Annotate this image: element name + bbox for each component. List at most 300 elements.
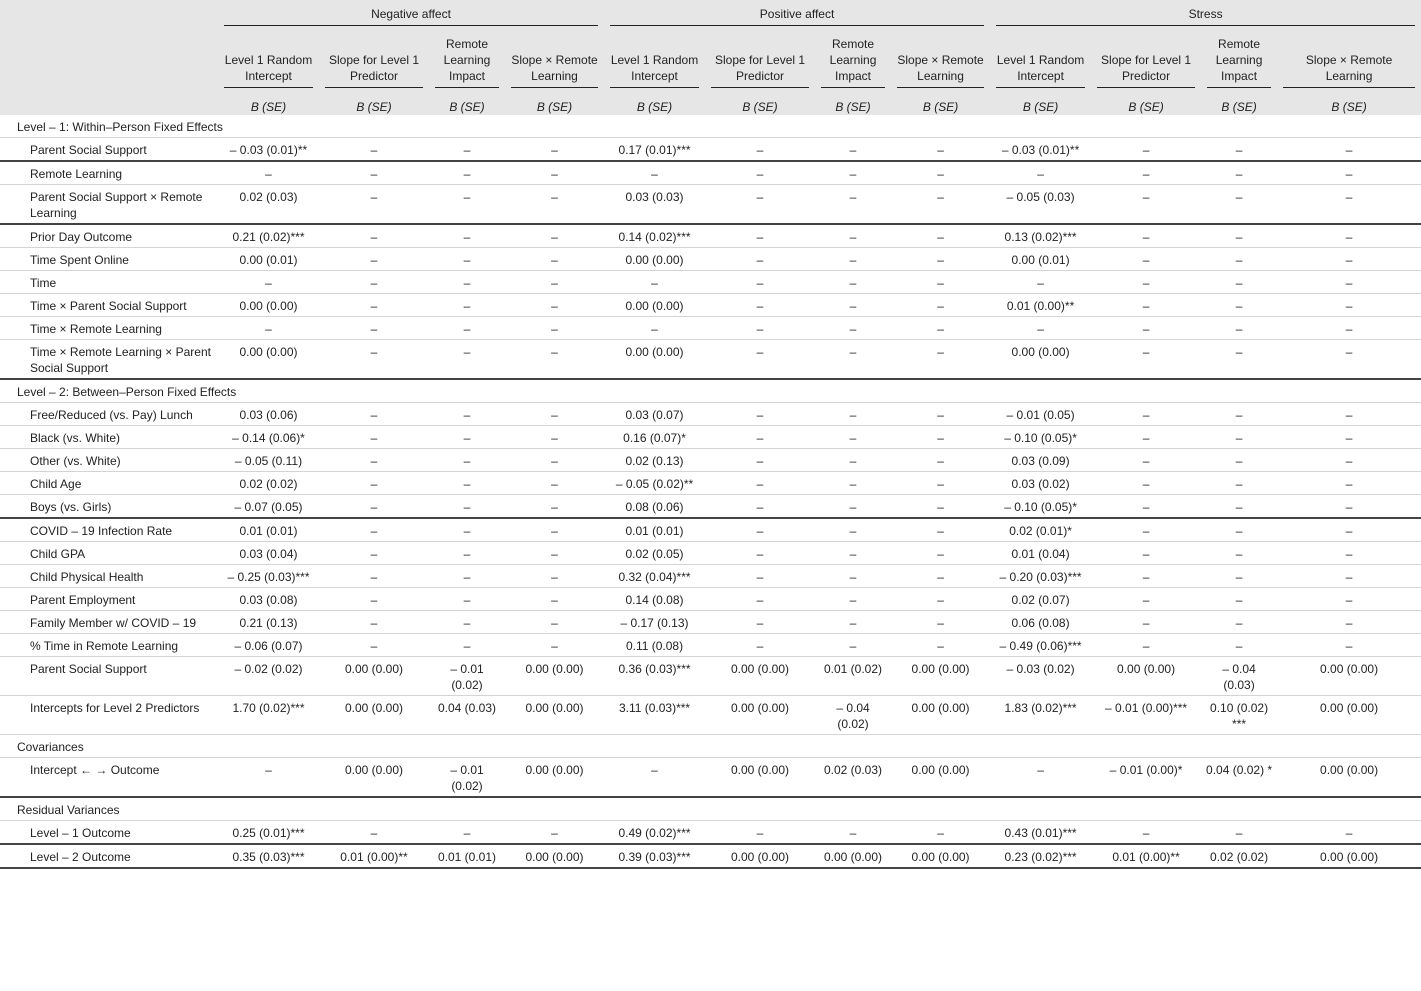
table-cell: –: [370, 143, 378, 157]
table-cell: 0.00 (0.00): [1117, 662, 1176, 676]
table-cell: –: [370, 500, 378, 514]
table-cell: –: [551, 276, 558, 290]
subheader-row: [0, 26, 1421, 88]
table-cell: –: [849, 477, 857, 491]
table-cell: –: [551, 547, 558, 561]
table-cell: –: [937, 524, 944, 538]
table-cell: –: [1235, 143, 1243, 157]
table-cell: 0.00 (0.00): [525, 850, 584, 864]
subheader-cell: [1277, 26, 1421, 88]
table-cell: –: [370, 253, 378, 267]
table-cell: –: [1235, 454, 1243, 468]
table-cell: 1.70 (0.02)***: [232, 701, 305, 715]
table-cell: –: [849, 276, 857, 290]
table-cell: –: [463, 276, 471, 290]
table-cell: – 0.01 (0.00)*: [1109, 763, 1183, 777]
table-cell: –: [370, 276, 378, 290]
table-cell: –: [849, 190, 857, 204]
table-cell: 0.03 (0.02): [1011, 477, 1070, 491]
table-cell: –: [1142, 276, 1150, 290]
section-label: Level – 1: Within–Person Fixed Effects: [17, 120, 223, 134]
table-cell: –: [551, 593, 558, 607]
table-row: [0, 495, 1421, 519]
stat-label: B (SE): [250, 100, 287, 114]
table-cell: – 0.01 (0.02): [450, 763, 484, 793]
table-cell: –: [1142, 190, 1150, 204]
table-cell: 0.02 (0.02): [239, 477, 298, 491]
table-cell: –: [370, 431, 378, 445]
table-cell: –: [937, 276, 944, 290]
table-cell: 0.02 (0.13): [625, 454, 684, 468]
table-cell: –: [937, 322, 944, 336]
group-label: Positive affect: [610, 6, 984, 26]
subheader-cell: [218, 26, 319, 88]
table-cell: –: [651, 322, 658, 336]
table-cell: –: [370, 547, 378, 561]
table-cell: –: [370, 408, 378, 422]
table-cell: –: [551, 230, 558, 244]
group-label: Negative affect: [224, 6, 598, 26]
table-cell: 0.00 (0.00): [625, 253, 684, 267]
row-label: Remote Learning: [30, 167, 123, 181]
table-cell: 0.00 (0.00): [1011, 345, 1070, 359]
stat-label-cell: [1091, 88, 1201, 115]
table-cell: –: [1142, 322, 1150, 336]
subheader-label: Slope × Remote Learning: [897, 52, 984, 88]
table-cell: –: [937, 345, 944, 359]
row-label: Parent Social Support × Remote Learning: [30, 190, 203, 220]
table-cell: –: [1142, 299, 1150, 313]
table-cell: –: [756, 826, 764, 840]
table-cell: –: [551, 616, 558, 630]
table-cell: –: [463, 253, 471, 267]
table-cell: –: [849, 616, 857, 630]
table-cell: 0.00 (0.00): [344, 701, 404, 715]
table-cell: –: [265, 167, 272, 181]
row-label: Parent Social Support: [30, 662, 147, 676]
table-cell: –: [756, 454, 764, 468]
table-cell: 0.04 (0.03): [437, 701, 497, 715]
header-blank: [0, 0, 218, 26]
table-cell: –: [370, 322, 378, 336]
table-row: [0, 758, 1421, 798]
table-cell: 0.02 (0.07): [1011, 593, 1070, 607]
stat-label-cell: [1201, 88, 1277, 115]
table-cell: –: [849, 454, 857, 468]
table-cell: –: [756, 276, 764, 290]
table-cell: –: [1142, 639, 1150, 653]
table-cell: 0.00 (0.00): [525, 662, 584, 676]
table-cell: 0.03 (0.03): [625, 190, 684, 204]
table-row: [0, 696, 1421, 735]
table-cell: –: [1037, 167, 1044, 181]
table-cell: 0.00 (0.00): [730, 763, 790, 777]
subheader-cell: [505, 26, 604, 88]
table-cell: –: [849, 431, 857, 445]
table-cell: –: [849, 639, 857, 653]
table-cell: –: [1235, 299, 1243, 313]
table-cell: –: [463, 826, 471, 840]
table-cell: –: [1142, 253, 1150, 267]
table-cell: 0.10 (0.02) ***: [1210, 701, 1269, 731]
table-cell: –: [1235, 547, 1243, 561]
table-cell: – 0.05 (0.03): [1006, 190, 1075, 204]
table-cell: –: [463, 593, 471, 607]
table-row: [0, 294, 1421, 317]
table-cell: –: [937, 143, 944, 157]
table-cell: 0.03 (0.09): [1011, 454, 1070, 468]
table-cell: 1.83 (0.02)***: [1004, 701, 1077, 715]
subheader-cell: [705, 26, 815, 88]
table-row: [0, 224, 1421, 248]
table-cell: – 0.10 (0.05)*: [1004, 431, 1077, 445]
table-cell: –: [1345, 826, 1353, 840]
table-row: [0, 340, 1421, 380]
table-cell: –: [463, 454, 471, 468]
table-cell: – 0.04 (0.03): [1222, 662, 1256, 692]
row-label: COVID – 19 Infection Rate: [30, 524, 173, 538]
table-cell: –: [551, 826, 558, 840]
table-cell: –: [1345, 345, 1353, 359]
table-cell: –: [849, 299, 857, 313]
table-cell: –: [463, 524, 471, 538]
table-cell: –: [1142, 230, 1150, 244]
table-cell: –: [756, 431, 764, 445]
table-cell: –: [937, 639, 944, 653]
table-cell: –: [551, 639, 558, 653]
header-blank: [0, 88, 218, 115]
table-cell: –: [265, 322, 272, 336]
table-cell: 0.03 (0.08): [239, 593, 298, 607]
section-label: Residual Variances: [17, 803, 120, 817]
row-label: Child Age: [30, 477, 82, 491]
table-cell: –: [1037, 322, 1044, 336]
table-cell: –: [370, 345, 378, 359]
table-cell: –: [463, 190, 471, 204]
subheader-label: Remote Learning Impact: [435, 36, 499, 88]
table-cell: –: [551, 345, 558, 359]
group-header-positive-affect: [604, 0, 990, 26]
stat-label: B (SE): [1022, 100, 1059, 114]
table-cell: 0.03 (0.06): [239, 408, 298, 422]
table-row: [0, 611, 1421, 634]
table-cell: 0.36 (0.03)***: [618, 662, 691, 676]
table-cell: 0.21 (0.13): [239, 616, 298, 630]
table-cell: 0.00 (0.01): [239, 253, 298, 267]
table-cell: 0.01 (0.00)**: [1006, 299, 1075, 313]
table-cell: –: [1235, 408, 1243, 422]
table-row: [0, 634, 1421, 657]
row-label: Family Member w/ COVID – 19: [30, 616, 197, 630]
row-label: Other (vs. White): [30, 454, 121, 468]
subheader-label: Level 1 Random Intercept: [996, 52, 1085, 88]
row-label: Prior Day Outcome: [30, 230, 133, 244]
table-cell: –: [370, 454, 378, 468]
table-cell: –: [463, 322, 471, 336]
table-cell: –: [1235, 826, 1243, 840]
subheader-label: Slope for Level 1 Predictor: [711, 52, 809, 88]
row-label: Time × Remote Learning: [30, 322, 162, 336]
table-cell: – 0.01 (0.05): [1006, 408, 1075, 422]
table-cell: –: [1345, 547, 1353, 561]
table-cell: –: [265, 276, 272, 290]
table-cell: 0.00 (0.00): [525, 701, 584, 715]
table-row: [0, 449, 1421, 472]
table-cell: 0.00 (0.00): [625, 345, 684, 359]
table-cell: –: [756, 477, 764, 491]
subheader-cell: [604, 26, 705, 88]
table-cell: 0.00 (0.00): [1320, 763, 1379, 777]
table-cell: –: [756, 524, 764, 538]
table-cell: 0.23 (0.02)***: [1004, 850, 1077, 864]
stat-label: B (SE): [1331, 100, 1367, 114]
table-cell: –: [551, 524, 558, 538]
stat-label-row: [0, 88, 1421, 115]
table-cell: –: [1235, 500, 1243, 514]
stat-label: B (SE): [449, 100, 485, 114]
table-cell: –: [370, 230, 378, 244]
table-cell: –: [551, 190, 558, 204]
table-cell: –: [370, 299, 378, 313]
table-header: [0, 0, 1421, 115]
table-cell: –: [1345, 143, 1353, 157]
table-cell: 0.00 (0.00): [625, 299, 684, 313]
table-cell: –: [463, 616, 471, 630]
table-row: [0, 248, 1421, 271]
stat-label-cell: [218, 88, 319, 115]
table-cell: –: [849, 253, 857, 267]
table-cell: – 0.06 (0.07): [234, 639, 303, 653]
stat-label: B (SE): [636, 100, 673, 114]
table-cell: 0.01 (0.02): [823, 662, 883, 676]
table-cell: 0.21 (0.02)***: [232, 230, 305, 244]
row-label: Level – 2 Outcome: [30, 850, 131, 864]
table-cell: –: [1235, 253, 1243, 267]
table-cell: –: [849, 826, 857, 840]
table-cell: 0.02 (0.03): [239, 190, 298, 204]
table-cell: – 0.10 (0.05)*: [1004, 500, 1077, 514]
table-cell: –: [756, 639, 764, 653]
table-cell: – 0.01 (0.02): [450, 662, 484, 692]
table-cell: –: [1142, 143, 1150, 157]
section-row: [0, 797, 1421, 821]
table-cell: –: [1345, 190, 1353, 204]
table-cell: 0.00 (0.00): [344, 763, 404, 777]
table-cell: –: [551, 143, 558, 157]
table-cell: –: [937, 547, 944, 561]
table-cell: –: [1235, 616, 1243, 630]
table-cell: –: [463, 570, 471, 584]
table-cell: 0.25 (0.01)***: [232, 826, 305, 840]
table-body: [0, 115, 1421, 868]
table-row: [0, 565, 1421, 588]
table-cell: 0.00 (0.00): [730, 850, 790, 864]
table-row: [0, 518, 1421, 542]
subheader-label: Slope for Level 1 Predictor: [1097, 52, 1195, 88]
stat-label-cell: [705, 88, 815, 115]
table-cell: –: [849, 167, 857, 181]
table-cell: 0.17 (0.01)***: [618, 143, 691, 157]
table-cell: 0.00 (0.00): [344, 662, 404, 676]
table-cell: –: [463, 547, 471, 561]
table-cell: 0.01 (0.00)**: [340, 850, 408, 864]
stat-label-cell: [429, 88, 505, 115]
row-label: Child Physical Health: [30, 570, 144, 584]
table-cell: –: [463, 431, 471, 445]
table-cell: –: [937, 593, 944, 607]
table-cell: –: [756, 143, 764, 157]
subheader-label: Slope × Remote Learning: [511, 52, 598, 88]
table-cell: –: [370, 593, 378, 607]
table-cell: 0.14 (0.08): [625, 593, 684, 607]
table-cell: –: [1142, 616, 1150, 630]
table-cell: 0.02 (0.05): [625, 547, 684, 561]
table-cell: –: [1345, 639, 1353, 653]
table-cell: –: [1345, 477, 1353, 491]
table-cell: 0.13 (0.02)***: [1004, 230, 1077, 244]
table-cell: –: [1345, 500, 1353, 514]
table-cell: –: [1142, 454, 1150, 468]
table-cell: –: [1142, 500, 1150, 514]
table-cell: –: [463, 167, 471, 181]
table-row: [0, 657, 1421, 696]
table-cell: – 0.01 (0.00)***: [1105, 701, 1188, 715]
table-cell: –: [849, 500, 857, 514]
table-row: [0, 161, 1421, 185]
table-cell: 0.00 (0.00): [911, 763, 970, 777]
table-cell: –: [937, 570, 944, 584]
table-cell: –: [849, 230, 857, 244]
table-cell: –: [370, 570, 378, 584]
table-cell: – 0.03 (0.02): [1006, 662, 1075, 676]
table-cell: –: [937, 167, 944, 181]
table-cell: – 0.14 (0.06)*: [232, 431, 305, 445]
row-label: Time: [30, 276, 57, 290]
stat-label: B (SE): [356, 100, 392, 114]
table-cell: –: [1142, 593, 1150, 607]
table-cell: –: [463, 639, 471, 653]
table-cell: –: [756, 570, 764, 584]
table-cell: –: [1142, 826, 1150, 840]
table-row: [0, 844, 1421, 868]
subheader-label: Level 1 Random Intercept: [610, 52, 699, 88]
table-cell: –: [937, 299, 944, 313]
table-cell: –: [937, 408, 944, 422]
table-cell: 0.00 (0.00): [1320, 850, 1379, 864]
table-cell: 0.00 (0.00): [1320, 701, 1379, 715]
stat-label: B (SE): [922, 100, 959, 114]
table-row: [0, 317, 1421, 340]
table-cell: –: [370, 639, 378, 653]
table-cell: 0.01 (0.04): [1011, 547, 1070, 561]
table-cell: –: [370, 826, 378, 840]
table-cell: –: [937, 616, 944, 630]
table-cell: –: [1345, 616, 1353, 630]
table-cell: –: [937, 826, 944, 840]
table-cell: –: [463, 408, 471, 422]
table-cell: 0.39 (0.03)***: [618, 850, 691, 864]
table-cell: –: [937, 190, 944, 204]
table-cell: 0.00 (0.00): [911, 662, 970, 676]
table-row: [0, 138, 1421, 162]
table-cell: –: [1142, 167, 1150, 181]
section-row: [0, 379, 1421, 403]
table-cell: – 0.49 (0.06)***: [999, 639, 1082, 653]
table-cell: 0.00 (0.00): [239, 345, 298, 359]
table-cell: 0.49 (0.02)***: [618, 826, 691, 840]
table-cell: –: [1235, 524, 1243, 538]
table-cell: – 0.25 (0.03)***: [227, 570, 310, 584]
table-cell: 0.02 (0.01)*: [1009, 524, 1072, 538]
subheader-cell: [1091, 26, 1201, 88]
table-cell: –: [756, 322, 764, 336]
table-cell: –: [551, 570, 558, 584]
table-cell: –: [551, 408, 558, 422]
header-blank: [0, 26, 218, 88]
table-cell: –: [756, 616, 764, 630]
table-cell: –: [463, 500, 471, 514]
table-row: [0, 542, 1421, 565]
table-cell: 0.32 (0.04)***: [618, 570, 691, 584]
row-label: Intercepts for Level 2 Predictors: [30, 701, 200, 715]
table-cell: 0.04 (0.02) *: [1206, 763, 1273, 777]
table-cell: –: [756, 230, 764, 244]
subheader-label: Level 1 Random Intercept: [224, 52, 313, 88]
stat-label-cell: [990, 88, 1091, 115]
table-cell: –: [1235, 570, 1243, 584]
table-cell: –: [1235, 322, 1243, 336]
row-label: Parent Social Support: [30, 143, 147, 157]
table-cell: –: [370, 616, 378, 630]
table-cell: 0.14 (0.02)***: [618, 230, 691, 244]
table-row: [0, 426, 1421, 449]
table-cell: –: [1345, 253, 1353, 267]
table-cell: –: [651, 763, 658, 777]
table-cell: –: [1142, 345, 1150, 359]
table-cell: –: [1235, 593, 1243, 607]
table-cell: –: [370, 167, 378, 181]
table-cell: –: [1235, 431, 1243, 445]
table-cell: –: [1345, 593, 1353, 607]
stat-label: B (SE): [1221, 100, 1257, 114]
table-cell: –: [1235, 276, 1243, 290]
table-cell: –: [1142, 408, 1150, 422]
table-cell: –: [1235, 639, 1243, 653]
table-cell: –: [551, 500, 558, 514]
table-cell: 0.11 (0.08): [625, 639, 684, 653]
table-cell: –: [849, 570, 857, 584]
table-cell: –: [1345, 299, 1353, 313]
table-cell: –: [1345, 431, 1353, 445]
table-cell: –: [551, 167, 558, 181]
table-cell: 0.08 (0.06): [625, 500, 684, 514]
section-label: Covariances: [17, 740, 84, 754]
table-cell: – 0.07 (0.05): [234, 500, 303, 514]
table-cell: 0.00 (0.00): [911, 701, 970, 715]
table-cell: 0.16 (0.07)*: [623, 431, 686, 445]
row-label: Free/Reduced (vs. Pay) Lunch: [30, 408, 193, 422]
row-label: Intercept ← → Outcome: [30, 763, 160, 777]
table-row: [0, 403, 1421, 426]
row-label: Time × Parent Social Support: [30, 299, 187, 313]
table-cell: 0.00 (0.00): [823, 850, 883, 864]
table-cell: –: [756, 299, 764, 313]
table-cell: 0.00 (0.00): [911, 850, 970, 864]
table-cell: 0.02 (0.02): [1210, 850, 1269, 864]
table-cell: – 0.02 (0.02): [234, 662, 303, 676]
table-cell: –: [551, 253, 558, 267]
subheader-cell: [319, 26, 429, 88]
